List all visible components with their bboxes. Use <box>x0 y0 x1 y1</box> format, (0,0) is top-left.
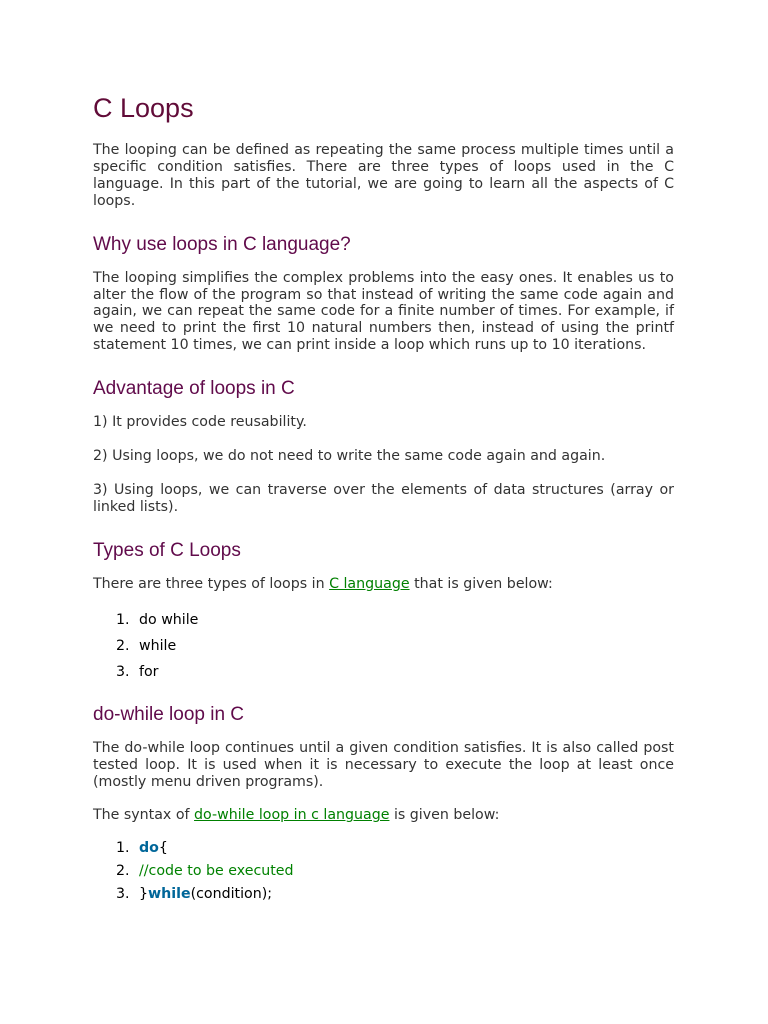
document-page <box>93 88 674 906</box>
advantage-item-3: 3) Using loops, we can traverse over the elements of data structures (array or linked lists). <box>93 481 674 515</box>
code-text: } <box>139 886 149 903</box>
list-item-label: while <box>139 637 177 654</box>
line-number: 1. <box>116 840 130 857</box>
heading-why-loops: Why use loops in C language? <box>93 233 351 255</box>
code-line <box>93 837 674 860</box>
do-while-link[interactable]: do-while loop in c language <box>194 807 390 824</box>
list-item-label: do while <box>139 611 199 628</box>
loop-types-list <box>93 607 674 685</box>
heading-types: Types of C Loops <box>93 539 241 561</box>
syntax-intro-before: The syntax of <box>93 807 195 824</box>
why-paragraph: The looping simplifies the complex problems into the easy ones. It enables us to alter the flow of the program so that instead of writing the same code again and again, we can repeat the same code for a finite number of times. For example, if we need to print the first 10 natural numbers then, instead of using the printf statement 10 times, we can print inside a loop which runs up to 10 iterations. <box>93 269 674 354</box>
list-item <box>93 607 674 633</box>
heading-do-while: do-while loop in C <box>93 703 245 725</box>
intro-paragraph: The looping can be defined as repeating the same process multiple times until a specific condition satisfies. There are three types of loops used in the C language. In this part of the tutorial, we are going to learn all the aspects of C loops. <box>93 142 674 209</box>
page-title: C Loops <box>93 93 194 123</box>
code-line <box>93 860 674 883</box>
keyword-do: do <box>139 840 159 857</box>
heading-advantages: Advantage of loops in C <box>93 378 295 400</box>
keyword-while: while <box>148 886 191 903</box>
list-item <box>93 659 674 685</box>
advantage-item-1: 1) It provides code reusability. <box>93 414 307 431</box>
types-intro-after: that is given below: <box>409 575 553 592</box>
advantage-item-2: 2) Using loops, we do not need to write the same code again and again. <box>93 448 606 465</box>
syntax-intro <box>93 807 674 824</box>
code-comment: //code to be executed <box>139 863 294 880</box>
syntax-code-block <box>93 837 674 906</box>
c-language-link[interactable]: C language <box>329 575 410 592</box>
line-number: 3. <box>116 886 130 903</box>
list-number: 1. <box>116 611 130 628</box>
line-number: 2. <box>116 863 130 880</box>
code-text: (condition); <box>190 886 273 903</box>
do-while-paragraph: The do-while loop continues until a given condition satisfies. It is also called post tested loop. It is used when it is necessary to execute the loop at least once (mostly menu driven programs). <box>93 739 674 790</box>
code-line <box>93 883 674 906</box>
list-item-label: for <box>139 663 159 680</box>
list-item <box>93 633 674 659</box>
types-intro <box>93 576 674 593</box>
list-number: 2. <box>116 637 130 654</box>
list-number: 3. <box>116 663 130 680</box>
code-text: { <box>158 840 168 857</box>
syntax-intro-after: is given below: <box>389 807 500 824</box>
types-intro-before: There are three types of loops in <box>93 575 330 592</box>
